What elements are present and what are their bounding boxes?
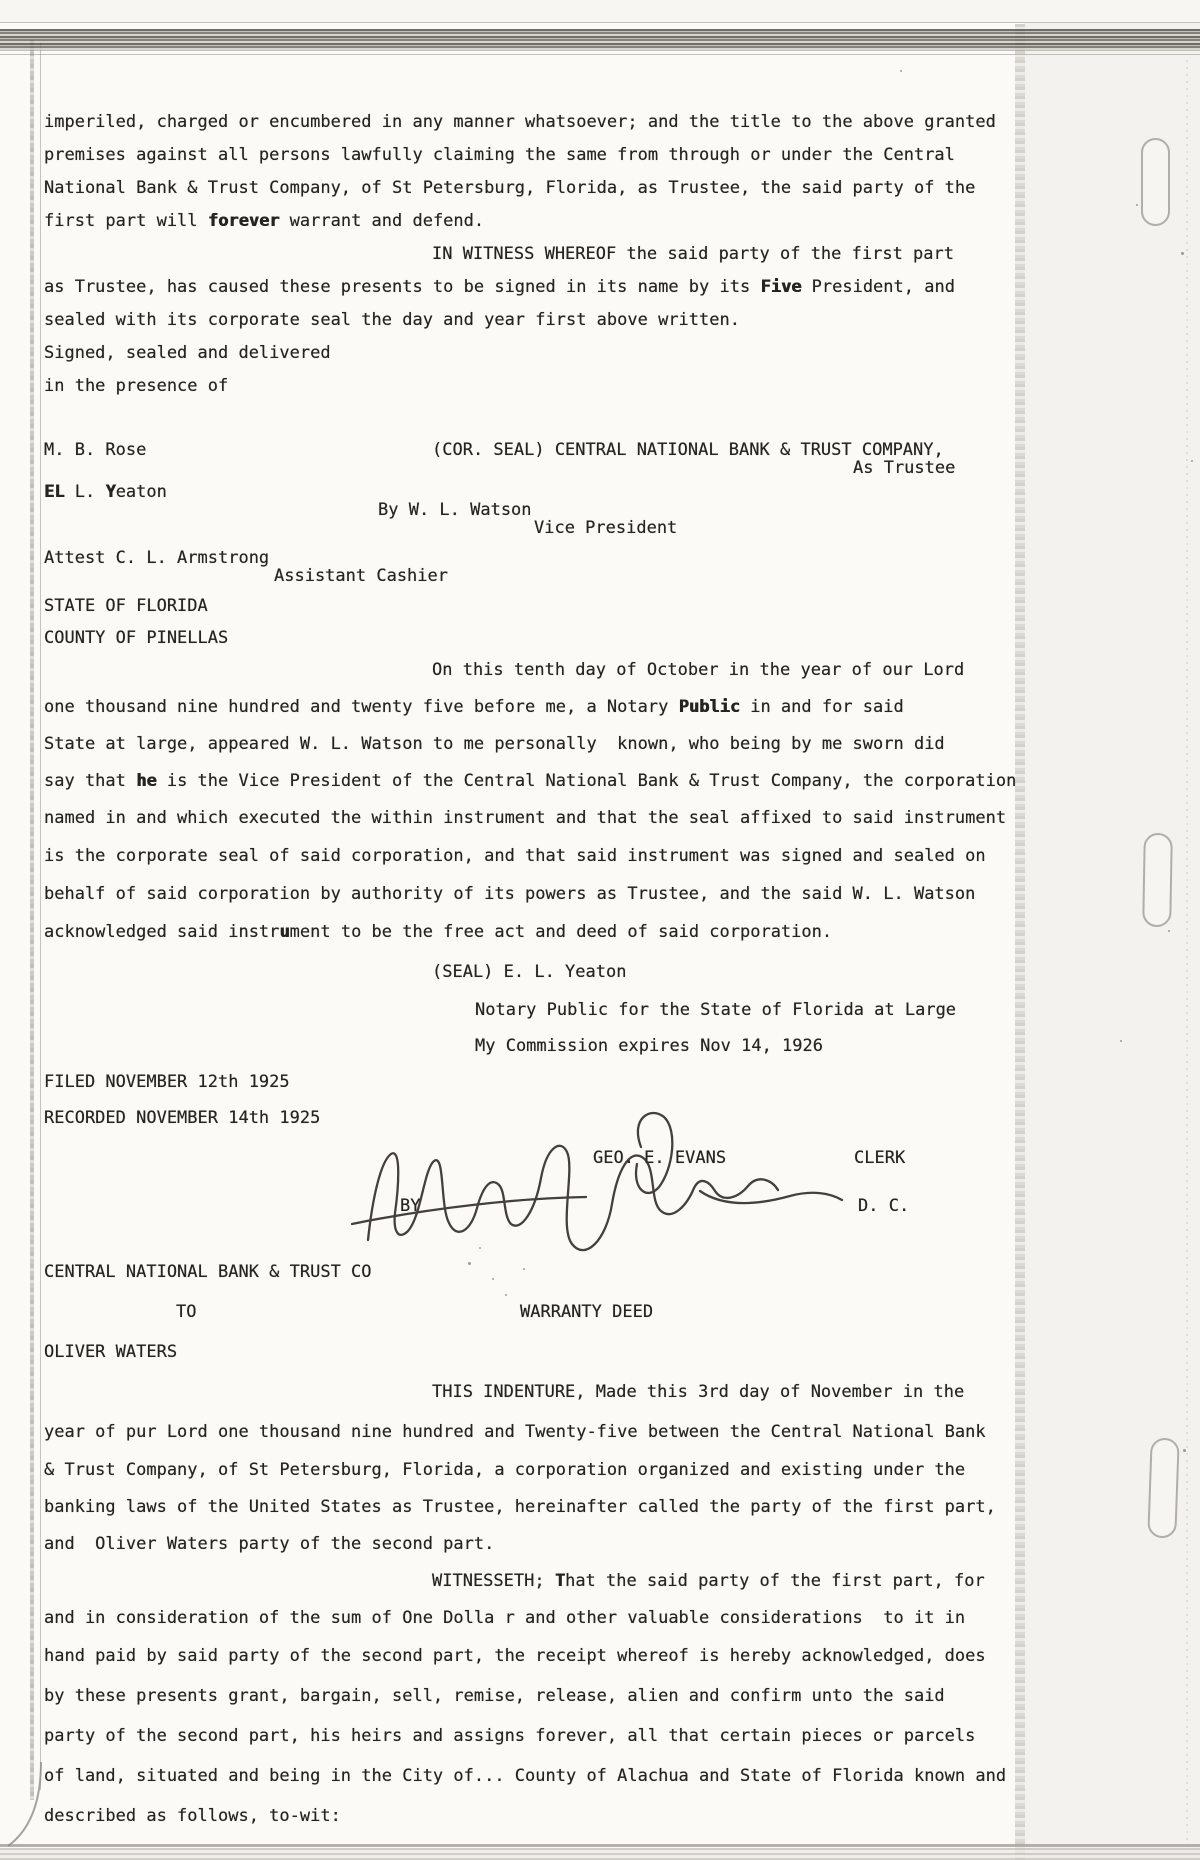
- text-line: named in and which executed the within instrument and that the seal affixed to said instrument: [44, 808, 1007, 828]
- punch-hole: [1141, 138, 1170, 226]
- text-line: behalf of said corporation by authority of its powers as Trustee, and the said W. L. Watson: [44, 884, 976, 904]
- text-line: FILED NOVEMBER 12th 1925: [44, 1072, 290, 1092]
- text-line: Assistant Cashier: [274, 566, 448, 586]
- ink-speck: [1120, 1040, 1122, 1042]
- page-corner-curve: [8, 1762, 41, 1846]
- text-line: WARRANTY DEED: [520, 1302, 654, 1322]
- text-line: WITNESSETH; That the said party of the first part, for: [432, 1571, 985, 1591]
- text-line: Vice President: [534, 518, 678, 538]
- text-line: As Trustee: [853, 458, 956, 478]
- text-line: year of pur Lord one thousand nine hundred and Twenty-five between the Central National Bank: [44, 1422, 986, 1442]
- ink-speck: [1181, 252, 1184, 255]
- page-right-edge: [1015, 24, 1025, 1860]
- text-line: by these presents grant, bargain, sell, remise, release, alien and confirm unto the said: [44, 1686, 945, 1706]
- text-line: one thousand nine hundred and twenty five before me, a Notary Public in and for said: [44, 697, 904, 717]
- text-line: as Trustee, has caused these presents to be signed in its name by its Five President, and: [44, 277, 955, 297]
- text-line: banking laws of the United States as Trustee, hereinafter called the party of the first part,: [44, 1497, 996, 1517]
- text-line: GEO. E. EVANS: [593, 1148, 727, 1168]
- text-line: described as follows, to-wit:: [44, 1806, 341, 1826]
- ink-speck: [1136, 204, 1138, 206]
- punch-hole: [1142, 833, 1173, 927]
- text-line: in the presence of: [44, 376, 229, 396]
- text-line: M. B. Rose: [44, 440, 147, 460]
- ink-speck: [505, 1294, 507, 1296]
- text-line: My Commission expires Nov 14, 1926: [475, 1036, 823, 1056]
- page-top-line: [0, 22, 1200, 23]
- text-line: CLERK: [854, 1148, 906, 1168]
- text-line: acknowledged said instrument to be the free act and deed of said corporation.: [44, 922, 833, 942]
- ink-speck: [468, 1262, 471, 1265]
- text-line: STATE OF FLORIDA: [44, 596, 208, 616]
- text-line: sealed with its corporate seal the day and year first above written.: [44, 310, 740, 330]
- text-line: (COR. SEAL) CENTRAL NATIONAL BANK & TRUST COMPANY,: [432, 440, 944, 460]
- book-binding-band-fade: [0, 50, 1200, 58]
- text-line: and in consideration of the sum of One Dolla r and other valuable considerations to it in: [44, 1608, 966, 1628]
- ink-speck: [479, 1247, 481, 1249]
- text-line: say that he is the Vice President of the Central National Bank & Trust Company, the corporation: [44, 771, 1017, 791]
- clerk-signature: [352, 1113, 842, 1250]
- text-line: State at large, appeared W. L. Watson to me personally known, who being by me sworn did: [44, 734, 945, 754]
- page-bottom-band: [0, 1848, 1200, 1860]
- text-line: CENTRAL NATIONAL BANK & TRUST CO: [44, 1262, 372, 1282]
- text-line: TO: [176, 1302, 197, 1322]
- page-left-edge-line: [40, 42, 41, 1790]
- text-line: is the corporate seal of said corporation, and that said instrument was signed and sealed on: [44, 846, 986, 866]
- scan-right-margin: [1025, 0, 1200, 1860]
- ink-speck: [1191, 460, 1193, 462]
- ink-speck: [1168, 930, 1170, 932]
- text-line: of land, situated and being in the City of... County of Alachua and State of Florida known and: [44, 1766, 1007, 1786]
- text-line: COUNTY OF PINELLAS: [44, 628, 229, 648]
- text-line: On this tenth day of October in the year of our Lord: [432, 660, 965, 680]
- text-line: Notary Public for the State of Florida at Large: [475, 1000, 957, 1020]
- text-line: (SEAL) E. L. Yeaton: [432, 962, 627, 982]
- text-line: Attest C. L. Armstrong: [44, 548, 270, 568]
- scan-top-gap: [0, 0, 1200, 22]
- scan-artifact-line: [1186, 60, 1188, 1850]
- ink-speck: [492, 1278, 494, 1280]
- text-line: THIS INDENTURE, Made this 3rd day of November in the: [432, 1382, 965, 1402]
- text-line: EL L. Yeaton: [44, 482, 167, 502]
- text-line: party of the second part, his heirs and assigns forever, all that certain pieces or parcels: [44, 1726, 976, 1746]
- text-line: By W. L. Watson: [378, 500, 532, 520]
- text-line: premises against all persons lawfully claiming the same from through or under the Central: [44, 145, 955, 165]
- text-line: imperiled, charged or encumbered in any manner whatsoever; and the title to the above granted: [44, 112, 996, 132]
- text-line: BY: [400, 1196, 421, 1216]
- text-line: and Oliver Waters party of the second part.: [44, 1534, 495, 1554]
- text-line: & Trust Company, of St Petersburg, Florida, a corporation organized and existing under the: [44, 1460, 966, 1480]
- ink-speck: [523, 1268, 525, 1270]
- punch-hole: [1147, 1438, 1179, 1539]
- text-line: RECORDED NOVEMBER 14th 1925: [44, 1108, 321, 1128]
- text-line: D. C.: [858, 1196, 910, 1216]
- text-line: Signed, sealed and delivered: [44, 343, 331, 363]
- text-line: first part will forever warrant and defend.: [44, 211, 485, 231]
- page-bottom-line: [0, 1844, 1200, 1847]
- text-line: IN WITNESS WHEREOF the said party of the first part: [432, 244, 954, 264]
- text-line: National Bank & Trust Company, of St Petersburg, Florida, as Trustee, the said party of the: [44, 178, 976, 198]
- page-left-edge: [30, 40, 34, 1800]
- ink-speck: [900, 70, 902, 72]
- text-line: hand paid by said party of the second part, the receipt whereof is hereby acknowledged, does: [44, 1646, 986, 1666]
- book-binding-band: [0, 29, 1200, 50]
- ink-speck: [1183, 1449, 1186, 1452]
- text-line: OLIVER WATERS: [44, 1342, 178, 1362]
